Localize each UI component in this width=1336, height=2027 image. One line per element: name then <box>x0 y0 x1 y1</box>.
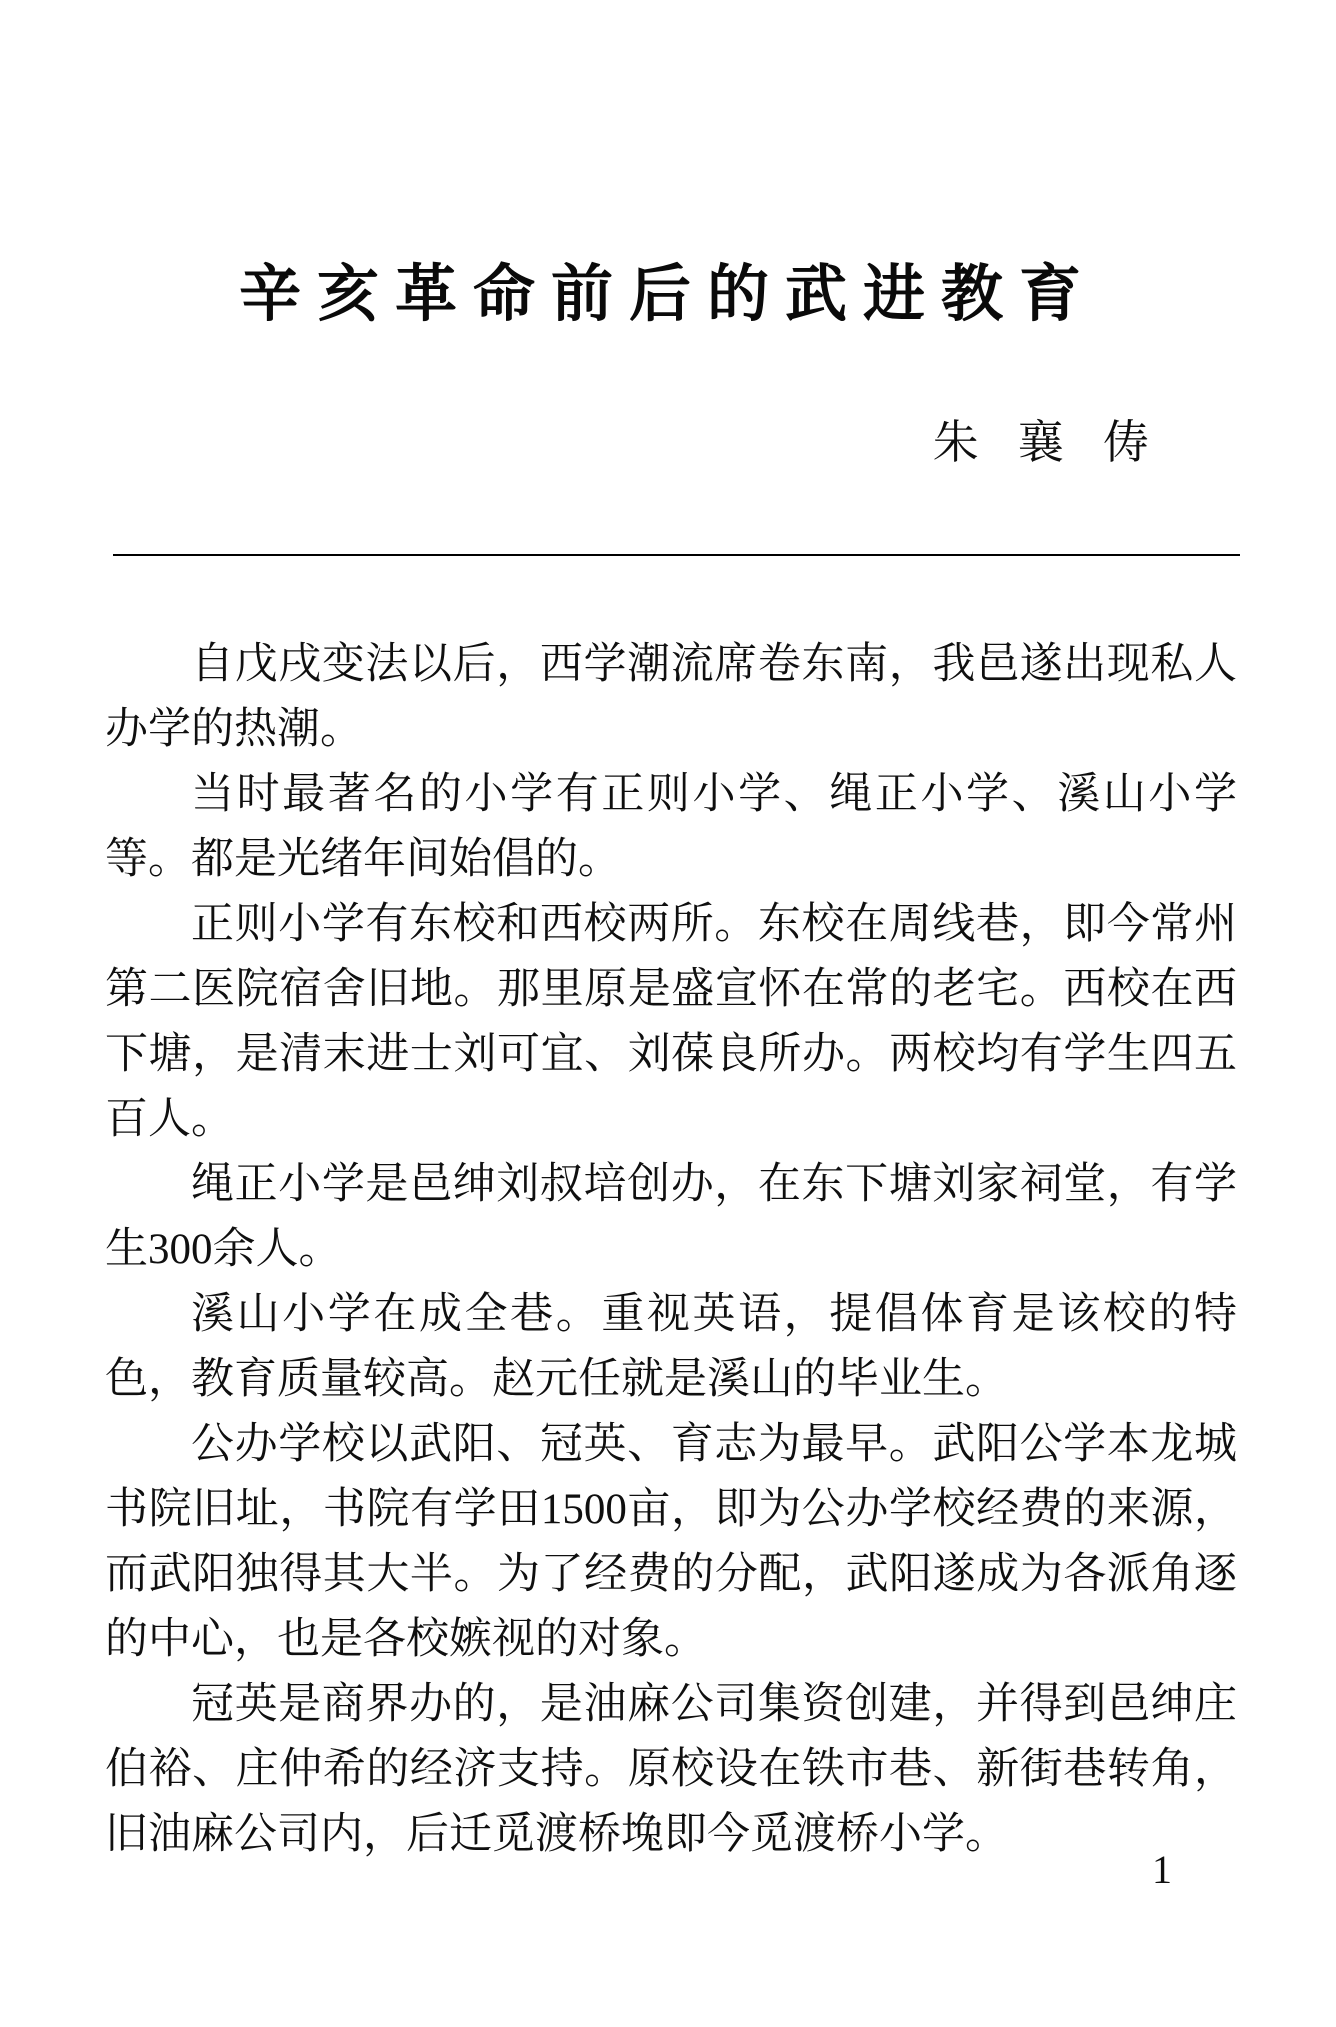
horizontal-rule <box>113 554 1240 556</box>
article-body <box>105 632 1237 1867</box>
article-title: 辛亥革命前后的武进教育 <box>238 261 1097 329</box>
paragraph: 冠英是商界办的，是油麻公司集资创建，并得到邑绅庄伯裕、庄仲希的经济支持。原校设在铁市巷、新街巷转角，旧油麻公司内，后迁觅渡桥堍即今觅渡桥小学。 <box>105 1681 1237 1858</box>
paragraph: 溪山小学在成全巷。重视英语，提倡体育是该校的特色，教育质量较高。赵元任就是溪山的毕业生。 <box>105 1291 1237 1403</box>
paragraph: 当时最著名的小学有正则小学、绳正小学、溪山小学等。都是光绪年间始倡的。 <box>105 771 1237 883</box>
paragraph: 公办学校以武阳、冠英、育志为最早。武阳公学本龙城书院旧址，书院有学田1500亩，即为公办学校经费的来源，而武阳独得其大半。为了经费的分配，武阳遂成为各派角逐的中心，也是各校嫉视的对象。 <box>105 1421 1237 1663</box>
paragraph: 自戊戌变法以后，西学潮流席卷东南，我邑遂出现私人办学的热潮。 <box>105 641 1237 753</box>
paragraph: 正则小学有东校和西校两所。东校在周线巷，即今常州第二医院宿舍旧地。那里原是盛宣怀在常的老宅。西校在西下塘，是清末进士刘可宜、刘葆良所办。两校均有学生四五百人。 <box>105 901 1237 1143</box>
page-number: 1 <box>1152 1847 1172 1892</box>
paragraph: 绳正小学是邑绅刘叔培创办，在东下塘刘家祠堂，有学生300余人。 <box>105 1161 1237 1273</box>
author-name: 朱襄俦 <box>932 417 1188 468</box>
